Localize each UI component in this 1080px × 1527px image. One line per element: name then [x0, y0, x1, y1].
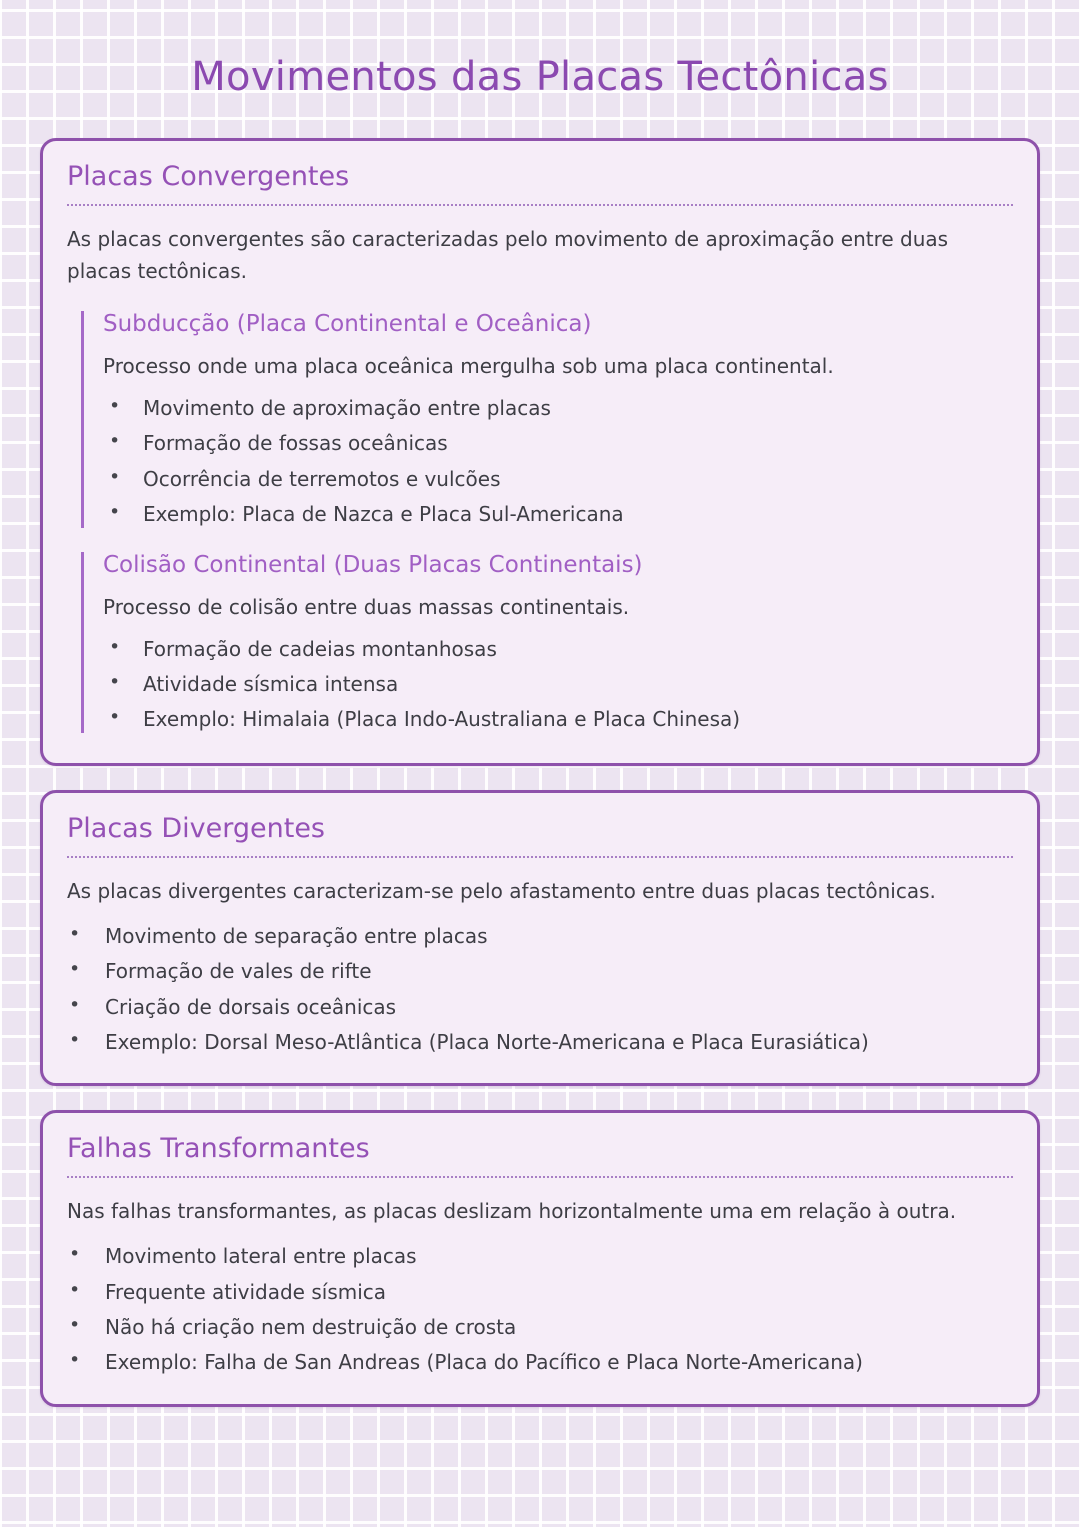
bullet-list-colisao — [103, 636, 1013, 733]
list-item: • Exemplo: Himalaia (Placa Indo-Australiana e Placa Chinesa) — [103, 706, 1013, 732]
bullet-list-subduccao — [103, 395, 1013, 528]
list-item: • Movimento lateral entre placas — [67, 1243, 1013, 1269]
section-heading-divergentes: Placas Divergentes — [67, 813, 1013, 858]
list-item: • Formação de cadeias montanhosas — [103, 636, 1013, 662]
page-title: Movimentos das Placas Tectônicas — [191, 54, 889, 100]
list-item: • Exemplo: Falha de San Andreas (Placa do Pacífico e Placa Norte-Americana) — [67, 1349, 1013, 1375]
list-item: • Ocorrência de terremotos e vulcões — [103, 466, 1013, 492]
section-card-transformantes — [40, 1110, 1040, 1407]
list-item: • Formação de vales de rifte — [67, 958, 1013, 984]
bullet-list-divergentes — [67, 923, 1013, 1056]
section-heading-transformantes: Falhas Transformantes — [67, 1133, 1013, 1178]
section-heading-convergentes: Placas Convergentes — [67, 161, 1013, 206]
section-card-divergentes — [40, 790, 1040, 1087]
list-item: • Formação de fossas oceânicas — [103, 430, 1013, 456]
subsection-heading-colisao: Colisão Continental (Duas Placas Continentais) — [103, 551, 643, 578]
list-item: • Exemplo: Dorsal Meso-Atlântica (Placa Norte-Americana e Placa Eurasiática) — [67, 1029, 1013, 1055]
list-item: • Criação de dorsais oceânicas — [67, 994, 1013, 1020]
subsection-subduccao — [81, 311, 1013, 528]
list-item: • Não há criação nem destruição de crosta — [67, 1314, 1013, 1340]
list-item: • Exemplo: Placa de Nazca e Placa Sul-Americana — [103, 501, 1013, 527]
section-card-convergentes — [40, 138, 1040, 766]
list-item: • Movimento de aproximação entre placas — [103, 395, 1013, 421]
list-item: • Frequente atividade sísmica — [67, 1279, 1013, 1305]
subsection-description-subduccao: Processo onde uma placa oceânica mergulha sob uma placa continental. — [103, 354, 834, 378]
list-item: • Atividade sísmica intensa — [103, 671, 1013, 697]
section-intro-transformantes: Nas falhas transformantes, as placas deslizam horizontalmente uma em relação à outra. — [67, 1199, 957, 1224]
section-intro-convergentes: As placas convergentes são caracterizadas pelo movimento de aproximação entre duas placas tectônicas. — [67, 227, 949, 283]
bullet-list-transformantes — [67, 1243, 1013, 1376]
list-item: • Movimento de separação entre placas — [67, 923, 1013, 949]
subsection-colisao-continental — [81, 552, 1013, 733]
section-intro-divergentes: As placas divergentes caracterizam-se pelo afastamento entre duas placas tectônicas. — [67, 878, 936, 903]
subsection-description-colisao: Processo de colisão entre duas massas continentais. — [103, 594, 630, 619]
subsection-heading-subduccao: Subducção (Placa Continental e Oceânica) — [103, 311, 592, 337]
